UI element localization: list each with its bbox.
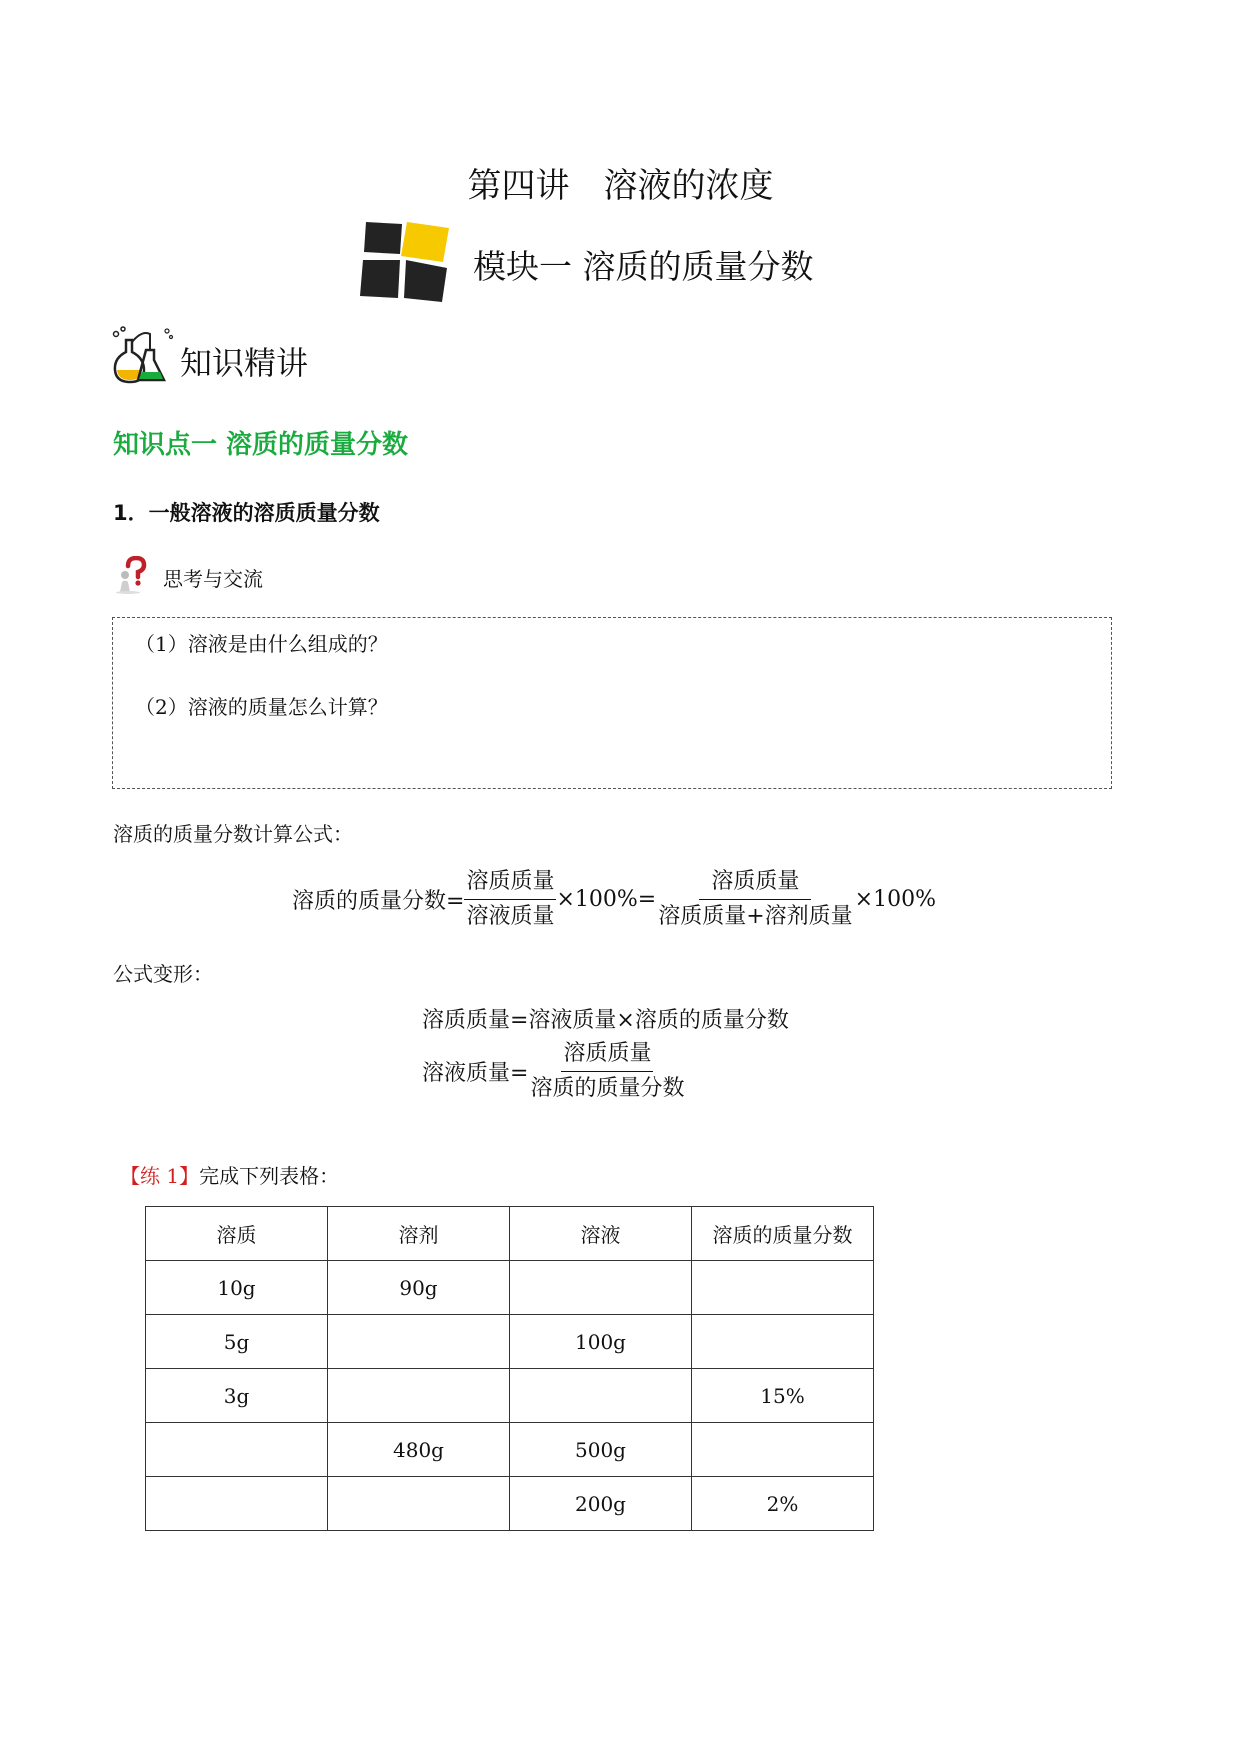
table-cell <box>692 1315 874 1369</box>
table-cell: 90g <box>328 1261 510 1315</box>
knowledge-point-heading: 知识点一 溶质的质量分数 <box>113 430 409 460</box>
formula-operator: ×100%= <box>556 887 657 912</box>
chemistry-flask-icon <box>112 326 174 384</box>
table-cell <box>510 1369 692 1423</box>
discussion-question: （2）溶液的质量怎么计算？ <box>135 695 388 719</box>
lecture-title: 第四讲 溶液的浓度 <box>467 166 774 206</box>
module-title: 模块一 溶质的质量分数 <box>473 247 814 286</box>
exercise-table <box>145 1206 874 1531</box>
table-header-cell: 溶质的质量分数 <box>692 1207 874 1261</box>
formula-tail: ×100% <box>854 887 936 912</box>
fraction-numerator: 溶质质量 <box>561 1038 653 1072</box>
table-cell: 100g <box>510 1315 692 1369</box>
table-cell: 5g <box>146 1315 328 1369</box>
fraction-denominator: 溶质质量+溶剂质量 <box>658 904 853 929</box>
table-cell: 10g <box>146 1261 328 1315</box>
table-cell: 15% <box>692 1369 874 1423</box>
section-subheading: 1．一般溶液的溶质质量分数 <box>113 501 380 525</box>
table-cell <box>146 1477 328 1531</box>
table-cell: 480g <box>328 1423 510 1477</box>
fraction-numerator: 溶质质量 <box>699 866 811 900</box>
table-cell <box>328 1315 510 1369</box>
formula-fraction <box>656 866 854 933</box>
table-cell: 2% <box>692 1477 874 1531</box>
table-cell <box>692 1261 874 1315</box>
table-header-row <box>146 1207 874 1261</box>
formula-variant-label: 公式变形： <box>113 962 213 986</box>
table-row <box>146 1261 874 1315</box>
table-cell <box>328 1369 510 1423</box>
solution-mass-formula <box>422 1038 686 1105</box>
fraction-numerator: 溶质质量 <box>464 866 556 900</box>
think-and-discuss-label: 思考与交流 <box>163 567 263 591</box>
fraction-denominator: 溶质的质量分数 <box>530 1076 685 1101</box>
table-cell: 500g <box>510 1423 692 1477</box>
table-cell <box>510 1261 692 1315</box>
fraction-denominator: 溶液质量 <box>466 904 555 929</box>
table-row <box>146 1369 874 1423</box>
mass-fraction-formula <box>292 866 936 933</box>
table-row <box>146 1423 874 1477</box>
exercise-instruction: 完成下列表格： <box>199 1164 340 1188</box>
discussion-question: （1）溶液是由什么组成的？ <box>135 632 388 656</box>
solute-mass-formula: 溶质质量=溶液质量×溶质的质量分数 <box>422 1008 789 1033</box>
table-row <box>146 1315 874 1369</box>
formula-intro: 溶质的质量分数计算公式： <box>113 822 353 846</box>
formula-lhs: 溶液质量= <box>422 1061 529 1086</box>
table-cell: 3g <box>146 1369 328 1423</box>
table-header-cell: 溶质 <box>146 1207 328 1261</box>
table-cell <box>328 1477 510 1531</box>
table-cell: 200g <box>510 1477 692 1531</box>
module-logo-icon <box>360 220 460 302</box>
exercise-prompt <box>120 1160 339 1189</box>
table-header-cell: 溶液 <box>510 1207 692 1261</box>
formula-lhs: 溶质的质量分数= <box>292 889 465 914</box>
question-mark-person-icon <box>114 556 154 594</box>
table-cell <box>146 1423 328 1477</box>
formula-fraction <box>464 866 556 933</box>
table-row <box>146 1477 874 1531</box>
exercise-tag: 【练 1】 <box>120 1164 200 1188</box>
table-header-cell: 溶剂 <box>328 1207 510 1261</box>
table-cell <box>692 1423 874 1477</box>
formula-fraction <box>528 1038 686 1105</box>
knowledge-heading: 知识精讲 <box>180 344 309 382</box>
